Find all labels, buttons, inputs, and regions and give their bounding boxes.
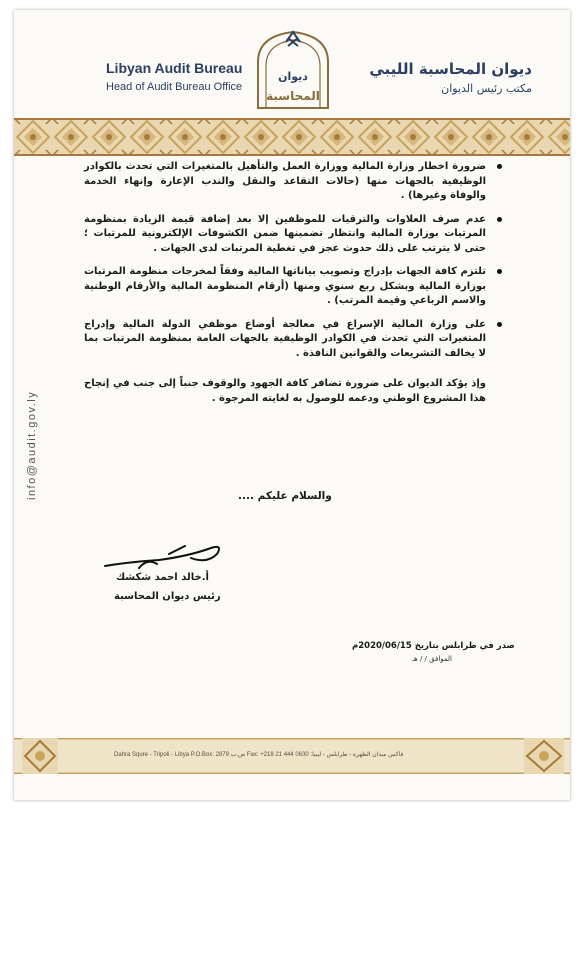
handwritten-signature [99, 540, 229, 574]
bullet-dot-icon [497, 322, 502, 327]
signatory-title: رئيس ديوان المحاسبة [114, 591, 221, 602]
footer-address: Dahra Squre - Tripoli - Libya P.O.Box: 2879 ص.ب Fax: +218 21 444 0630 :فاكس ميدان الظهرة - طرابلس - ليبيا [114, 752, 404, 758]
org-name-english: Libyan Audit Bureau [106, 60, 243, 76]
issue-date: صدر في طرابلس بتاريخ 2020/06/15م [352, 641, 515, 651]
letterhead [14, 10, 570, 120]
list-item: عدم صرف العلاوات والترقيات للموظفين إلا بعد إضافة قيمة الزيادة بمنظومة المرتبات بوزارة المالية وانتظار تضمينها ضمن الكشوفات الإلكترونية للمرتبات ؛ حتى لا يترتب على ذلك حدوث عجز في تغطية المرتبات لدى الجهات . [84, 213, 486, 257]
letter-body [84, 160, 486, 416]
footer-ornament-right [524, 738, 564, 774]
org-name-arabic: ديوان المحاسبة الليبي [369, 60, 532, 78]
closing-paragraph: وإذ يؤكد الديوان على ضرورة تضافر كافة الجهود والوقوف جنباً إلى جنب في إنجاح هذا المشروع الوطني ودعمه للوصول به لغايته المرجوة . [84, 378, 486, 404]
bullet-dot-icon [497, 217, 502, 222]
side-email [24, 300, 44, 510]
office-name-english: Head of Audit Bureau Office [106, 81, 243, 93]
signatory-name: أ.خالد احمد شكشك [116, 572, 209, 583]
footer-ornament-left [22, 738, 58, 774]
letter-page [14, 10, 570, 800]
bullet-dot-icon [497, 164, 502, 169]
list-item: على وزارة المالية الإسراع في معالجة أوضاع موظفي الدولة المالية وإدراج المتغيرات التي تحدث في الكوادر الوظيفية بالجهات العامة بمنظومة المرتبات بما لا يخالف التشريعات والقوانين النافذة . [84, 318, 486, 362]
svg-text:المحاسبة: المحاسبة [266, 89, 320, 103]
list-item: تلتزم كافة الجهات بإدراج وتصويب بياناتها المالية وفقاً لمخرجات منظومة المرتبات بوزارة المالية وبشكل ربع سنوي ومنها (أرقام المنظومة المالية والأرقام الوطنية والاسم الرباعي وقيمة المرتب) . [84, 265, 486, 309]
office-name-arabic: مكتب رئيس الديوان [441, 82, 532, 95]
ornament-band-top [14, 118, 570, 156]
svg-text:ديوان: ديوان [278, 70, 308, 83]
bullet-dot-icon [497, 269, 502, 274]
email-text: info@audit.gov.ly [26, 390, 38, 500]
bullet-list [84, 160, 486, 361]
hijri-date: الموافق / / هـ [412, 655, 453, 663]
greeting: والسلام عليكم .... [238, 490, 332, 502]
audit-bureau-logo [250, 28, 336, 110]
list-item: ضرورة اخطار وزارة المالية ووزارة العمل والتأهيل بالمتغيرات التي تحدث بالكوادر الوظيفية بالجهات منها (حالات التقاعد والنقل والندب الإعارة وإنهاء الخدمة والوفاة وغيرها) . [84, 160, 486, 204]
